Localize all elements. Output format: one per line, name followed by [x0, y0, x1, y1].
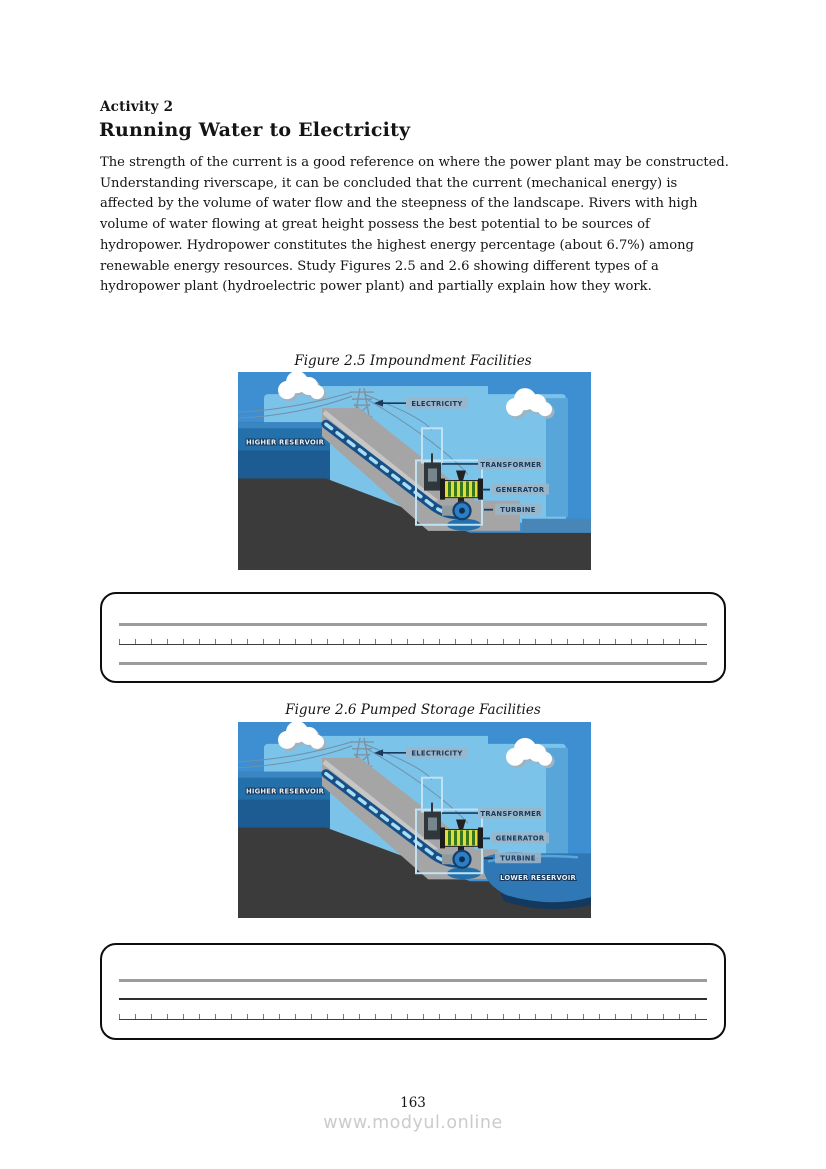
turbine-label — [495, 852, 541, 863]
activity-label: Activity 2 — [100, 99, 174, 115]
svg-text:TURBINE: TURBINE — [500, 854, 536, 863]
answer-line — [119, 662, 707, 665]
generator-label — [491, 484, 549, 495]
higher-reservoir-label: HIGHER RESERVOIR — [246, 438, 325, 447]
figure-2-6-caption: Figure 2.6 Pumped Storage Facilities — [285, 702, 541, 718]
answer-box-2 — [100, 943, 726, 1040]
pumped-storage-diagram — [238, 722, 591, 918]
answer-line — [119, 998, 707, 1000]
svg-text:GENERATOR: GENERATOR — [495, 834, 545, 843]
figure-2-5-caption: Figure 2.5 Impoundment Facilities — [294, 353, 532, 369]
answer-box-1 — [100, 592, 726, 683]
answer-line — [119, 1014, 707, 1020]
higher-reservoir — [238, 772, 330, 830]
turbine-label — [495, 504, 541, 515]
svg-text:GENERATOR: GENERATOR — [495, 485, 545, 494]
watermark: www.modyul.online — [323, 1113, 503, 1133]
svg-text:TRANSFORMER: TRANSFORMER — [480, 460, 542, 469]
svg-text:TRANSFORMER: TRANSFORMER — [480, 809, 542, 818]
impoundment-diagram — [238, 372, 591, 570]
svg-text:ELECTRICITY: ELECTRICITY — [411, 749, 463, 758]
page-title: Running Water to Electricity — [99, 119, 411, 141]
electricity-label — [406, 398, 468, 409]
svg-text:TURBINE: TURBINE — [500, 505, 536, 515]
higher-reservoir — [238, 422, 330, 480]
electricity-label — [406, 747, 468, 758]
answer-line — [119, 639, 707, 645]
answer-line — [119, 979, 707, 982]
transformer-label — [478, 808, 544, 819]
figure-2-5-image — [238, 372, 591, 570]
lower-reservoir-label: LOWER RESERVOIR — [500, 874, 576, 883]
higher-reservoir-label: HIGHER RESERVOIR — [246, 787, 325, 796]
transformer-label — [478, 458, 544, 469]
answer-line — [119, 623, 707, 626]
figure-2-6-image — [238, 722, 591, 918]
page-number: 163 — [400, 1095, 426, 1111]
svg-text:ELECTRICITY: ELECTRICITY — [411, 399, 463, 408]
intro-paragraph: The strength of the current is a good reference on where the power plant may be constructed. Understanding riverscape, it can be concluded that the current (mechanical energy) is affected by the volume of water flow and the steepness of the landscape. Rivers with high volume of water flowing at great height possess the best potential to be sources of hydropower. Hydropower constitutes the highest energy percentage (about 6.7%) among renewable energy resources. Study Figures 2.5 and 2.6 showing different types of a hydropower plant (hydroelectric power plant) and partially explain how they work. — [100, 155, 729, 295]
tailrace-water — [522, 519, 591, 533]
generator-label — [491, 832, 549, 843]
